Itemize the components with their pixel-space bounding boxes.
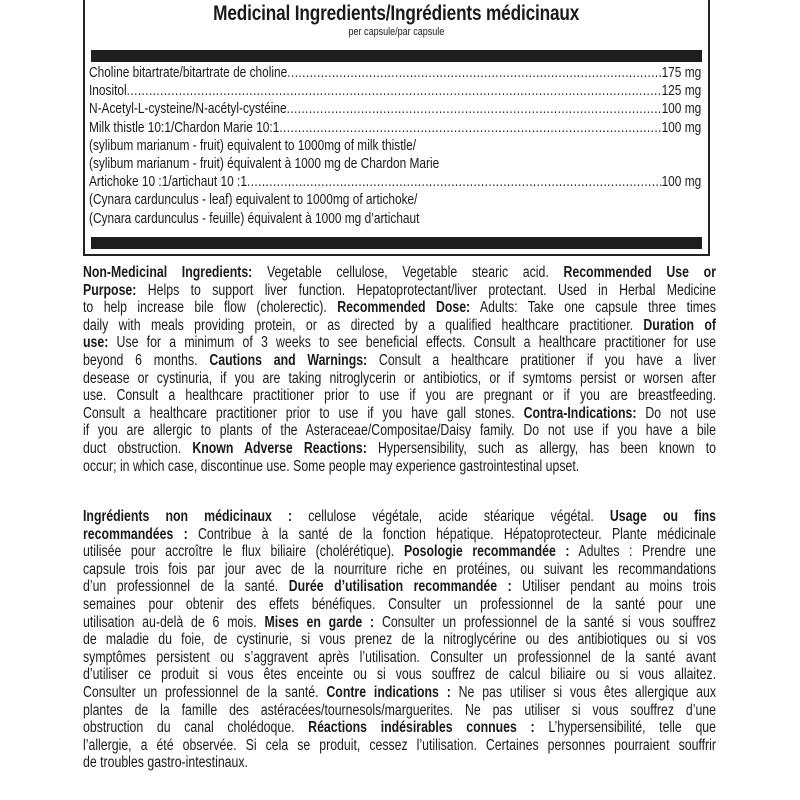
french-text-line xyxy=(83,578,716,596)
english-text-line xyxy=(83,440,716,458)
ingredient-row xyxy=(89,137,701,155)
ingredient-amount: 175 mg xyxy=(661,65,702,81)
section-heading: Recommended Dose: xyxy=(337,299,471,317)
bottom-divider-bar xyxy=(91,237,702,249)
body-text: Hypersensibility, such as allergy, has been known to xyxy=(366,439,716,457)
french-text-line xyxy=(83,543,716,561)
dot-leader xyxy=(287,100,662,118)
english-text-line xyxy=(83,370,716,388)
section-heading: Réactions indésirables connues : xyxy=(308,719,535,737)
ingredient-row xyxy=(89,191,701,209)
body-text: occur; in which case, discontinue use. Some people may experience gastrointestinal upset. xyxy=(83,457,580,475)
french-text-line xyxy=(83,684,716,702)
ingredient-name: N-Acetyl-L-cysteine/N-acétyl-cystéine xyxy=(89,101,287,118)
section-heading: Durée d’utilisation recommandée : xyxy=(288,578,512,596)
ingredient-amount: 100 mg xyxy=(661,174,702,191)
section-heading: Contre indications : xyxy=(326,683,451,701)
body-text: d’utiliser ce produit si vous êtes enceinte ou si vous souffrez de calcul biliaire ou si vous allaitez. xyxy=(83,666,716,684)
section-heading: Recommended Use or xyxy=(563,264,716,281)
panel-subtitle-text: per capsule/par capsule xyxy=(348,26,445,38)
body-text: Contribue à la santé de la fonction hépatique. Hépatoprotecteur. Plante médicinale xyxy=(187,525,716,543)
french-text-line xyxy=(83,702,716,720)
body-text: plantes de la famille des astéracées/tournesols/marguerites. Ne pas utiliser si vous souffrez d’une xyxy=(83,701,716,719)
ingredient-amount: 100 mg xyxy=(661,101,702,118)
section-heading: Ingrédients non médicinaux : xyxy=(83,508,293,525)
body-text: Ne pas utiliser si vous êtes allergique aux xyxy=(450,683,716,701)
ingredient-name: Choline bitartrate/bitartrate de choline xyxy=(89,65,288,81)
ingredient-name: (Cynara cardunculus - leaf) equivalent to 1000mg of artichoke/ xyxy=(89,192,418,209)
english-text-line xyxy=(83,387,716,405)
french-text-line xyxy=(83,508,716,526)
section-heading: Posologie recommandée : xyxy=(403,543,570,561)
ingredient-amount: 100 mg xyxy=(661,119,702,136)
french-text-line xyxy=(83,754,716,772)
english-text-line xyxy=(83,458,716,476)
body-text: Consulter un professionnel de la santé si vous souffrez xyxy=(374,613,716,631)
body-text: if you are allergic to plants of the Asteraceae/Compositae/Daisy family. Do not use if you have a bile xyxy=(83,422,716,440)
ingredient-row xyxy=(89,64,701,82)
french-label-text xyxy=(83,508,716,772)
section-heading: Non-Medicinal Ingredients: xyxy=(83,264,253,281)
body-text: utilisation au-delà de 6 mois. xyxy=(83,613,265,631)
panel-title-text: Medicinal Ingredients/Ingrédients médicinaux xyxy=(213,2,580,25)
ingredient-row xyxy=(89,155,701,173)
medicinal-ingredients-panel xyxy=(83,0,710,256)
french-text-line xyxy=(83,649,716,667)
body-text: Adultes : Prendre une xyxy=(569,543,716,561)
body-text: obstruction du canal cholédoque. xyxy=(83,719,309,737)
body-text: Use for a minimum of 3 weeks to see beneficial effects. Consult a healthcare practitioner for use xyxy=(108,334,716,352)
body-text: beyond 6 months. xyxy=(83,351,210,369)
section-heading: recommandées : xyxy=(83,525,188,543)
french-text-line xyxy=(83,719,716,737)
french-text-line xyxy=(83,631,716,649)
ingredient-list xyxy=(89,64,701,228)
panel-title xyxy=(85,2,708,26)
english-text-line xyxy=(83,405,716,423)
section-heading: Cautions and Warnings: xyxy=(209,351,368,369)
body-text: d’un professionnel de la santé. xyxy=(83,578,289,596)
body-text: capsule trois fois par jour avec de la nourriture riche en protéines, ou suivant les recommandations xyxy=(83,560,716,578)
ingredient-name: (sylibum marianum - fruit) equivalent to 1000mg of milk thistle/ xyxy=(89,137,417,154)
body-text: Consulter un professionnel de la santé. xyxy=(83,683,327,701)
ingredient-name: Milk thistle 10:1/Chardon Marie 10:1 xyxy=(89,119,280,136)
english-text-line xyxy=(83,352,716,370)
dot-leader xyxy=(127,82,662,100)
body-text: Consult a healthcare pratitioner if you have a liver xyxy=(367,351,717,369)
dot-leader xyxy=(247,173,662,191)
section-heading: Duration of xyxy=(643,316,716,334)
ingredient-row xyxy=(89,119,701,137)
section-heading: Known Adverse Reactions: xyxy=(192,439,367,457)
body-text: l’allergie, a été observée. Si cela se produit, cessez l’utilisation. Certaines personnes pourraient souffrir xyxy=(83,736,716,754)
section-heading: Contra-Indications: xyxy=(523,404,637,422)
section-heading: Usage ou fins xyxy=(609,508,716,525)
ingredient-name: Artichoke 10 :1/artichaut 10 :1 xyxy=(89,174,247,191)
french-text-line xyxy=(83,737,716,755)
english-text-line xyxy=(83,299,716,317)
body-text: L’hypersensibilité, telle que xyxy=(534,719,716,737)
french-text-line xyxy=(83,526,716,544)
ingredient-row xyxy=(89,210,701,228)
body-text: symptômes persistent ou s’aggravent après l’utilisation. Consulter un professionnel de la santé avant xyxy=(83,648,716,666)
ingredient-name: Inositol xyxy=(89,83,127,100)
body-text: desease or cystinuria, if you are taking nitroglycerin or antibiotics, or if symtoms persist or worsen after xyxy=(83,369,716,387)
english-text-line xyxy=(83,282,716,300)
english-text-line xyxy=(83,317,716,335)
english-text-line xyxy=(83,422,716,440)
top-divider-bar xyxy=(91,50,702,62)
english-text-line xyxy=(83,334,716,352)
body-text: Do not use xyxy=(636,404,716,422)
ingredient-row xyxy=(89,173,701,191)
ingredient-name: (sylibum marianum - fruit) équivalent à 1000 mg de Chardon Marie xyxy=(89,155,440,172)
panel-subtitle xyxy=(85,26,708,38)
dot-leader xyxy=(279,119,661,137)
dot-leader xyxy=(287,64,661,82)
body-text: Consult a healthcare practitioner prior to use if you have gall stones. xyxy=(83,404,524,422)
french-text-line xyxy=(83,614,716,632)
body-text: de maladie du foie, de cystinurie, si vous prenez de la nitroglycérine ou des antibiotiques ou si vos xyxy=(83,631,716,649)
body-text: Adults: Take one capsule three times xyxy=(470,299,716,317)
body-text: use. Consult a healthcare practitioner prior to use if you are pregnant or if you are breastfeeding. xyxy=(83,387,716,405)
ingredient-amount: 125 mg xyxy=(661,83,702,100)
section-heading: use: xyxy=(83,334,109,352)
body-text: daily with meals providing protein, or as directed by a qualified healthcare practitioner. xyxy=(83,316,644,334)
french-text-line xyxy=(83,596,716,614)
body-text: to help increase bile flow (cholerectic). xyxy=(83,299,338,317)
ingredient-name: (Cynara cardunculus - feuille) équivalent à 1000 mg d’artichaut xyxy=(89,210,420,227)
body-text: Vegetable cellulose, Vegetable stearic acid. xyxy=(252,264,564,281)
body-text: cellulose végétale, acide stéarique végétal. xyxy=(292,508,610,525)
ingredient-row xyxy=(89,82,701,100)
english-text-line xyxy=(83,264,716,282)
english-label-text xyxy=(83,264,716,475)
section-heading: Purpose: xyxy=(83,281,137,299)
body-text: Utiliser pendant au moins trois xyxy=(511,578,716,596)
french-text-line xyxy=(83,561,716,579)
french-text-line xyxy=(83,666,716,684)
body-text: Helps to support liver function. Hepatoprotectant/liver protectant. Used in Herbal Medicine xyxy=(136,281,717,299)
body-text: de troubles gastro-intestinaux. xyxy=(83,754,248,772)
body-text: duct obstruction. xyxy=(83,439,193,457)
section-heading: Mises en garde : xyxy=(264,613,375,631)
body-text: utilisée pour accroître le flux biliaire (cholérétique). xyxy=(83,543,404,561)
ingredient-row xyxy=(89,100,701,118)
body-text: semaines pour obtenir des effets bénéfiques. Consulter un professionnel de la santé pour une xyxy=(83,595,716,613)
